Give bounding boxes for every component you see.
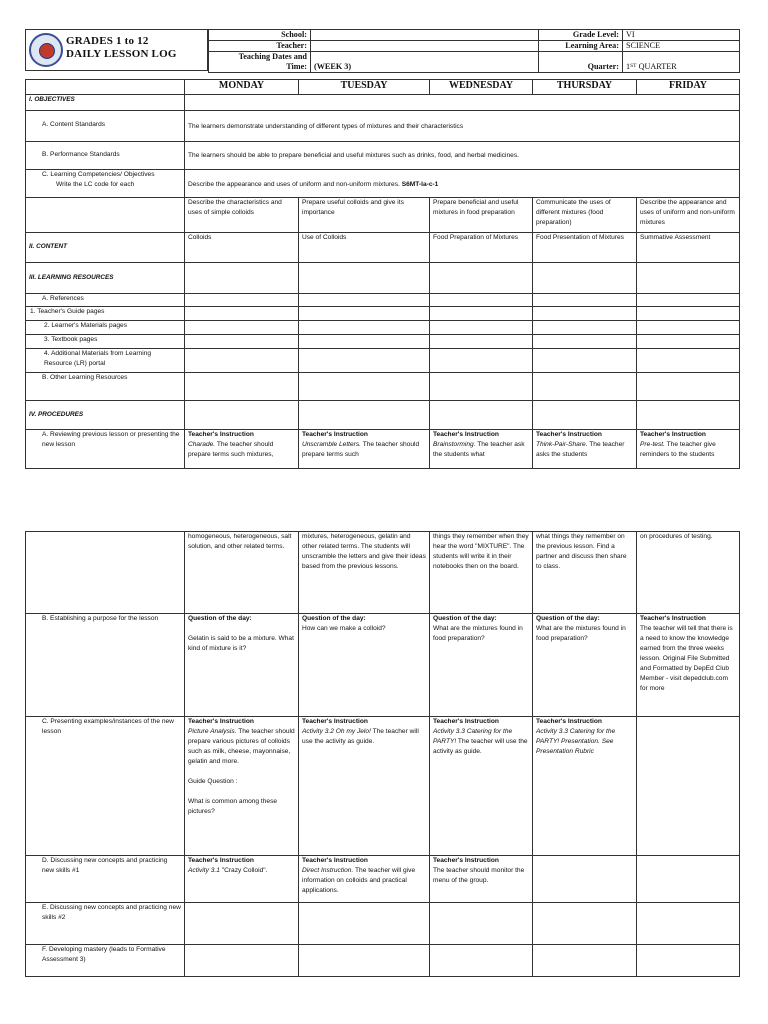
- title-grades: GRADES 1 to 12: [66, 35, 149, 47]
- objective-monday: Describe the characteristics and uses of simple colloids: [185, 198, 299, 233]
- presenting-wednesday: Teacher's Instruction Activity 3.3 Catering for the PARTY! The teacher will use the activity as guide.: [430, 717, 533, 856]
- reviewing-friday-cont: on procedures of testing.: [637, 532, 740, 614]
- performance-standards-text: The learners should be able to prepare beneficial and useful mixtures such as drinks, food, and herbal medicines.: [185, 142, 740, 170]
- discussing-1-label: D. Discussing new concepts and practicing new skills #1: [26, 856, 185, 903]
- corner-cell: [26, 80, 185, 95]
- purpose-wednesday: Question of the day: What are the mixtures found in food preparation?: [430, 614, 533, 717]
- reviewing-thursday-cont: what things they remember on the previous lesson. Find a partner and discuss then share to class.: [533, 532, 637, 614]
- objective-tuesday: Prepare useful colloids and give its importance: [299, 198, 430, 233]
- teaching-dates-label: Teaching Dates and Time:: [209, 52, 311, 73]
- deped-seal-icon: [29, 33, 63, 67]
- presenting-tuesday: Teacher's Instruction Activity 3.2 Oh my Jelo! The teacher will use the activity as guide.: [299, 717, 430, 856]
- reviewing-tuesday: Teacher's Instruction Unscramble Letters. The teacher should prepare terms such: [299, 430, 430, 469]
- teaching-dates-value: (WEEK 3): [311, 52, 539, 73]
- content-standards-label: A. Content Standards: [26, 111, 185, 142]
- content-wednesday: Food Preparation of Mixtures: [430, 233, 533, 263]
- references-label: A. References: [26, 294, 185, 307]
- content-thursday: Food Presentation of Mixtures: [533, 233, 637, 263]
- discussing-1-wednesday: Teacher's Instruction The teacher should monitor the menu of the group.: [430, 856, 533, 903]
- school-field[interactable]: [311, 30, 539, 41]
- objectives-heading: I. OBJECTIVES: [26, 95, 185, 111]
- discussing-1-tuesday: Teacher's Instruction Direct Instruction. The teacher will give information on colloids and practical applications.: [299, 856, 430, 903]
- grade-level-label: Grade Level:: [539, 30, 623, 41]
- learning-area-label: Learning Area:: [539, 41, 623, 52]
- reviewing-wednesday: Teacher's Instruction Brainstorming. The teacher ask the students what: [430, 430, 533, 469]
- lesson-log-table-page2: [25, 531, 740, 977]
- purpose-thursday: Question of the day: What are the mixtures found in food preparation?: [533, 614, 637, 717]
- presenting-monday: Teacher's Instruction Picture Analysis. The teacher should prepare various pictures of colloids such as milk, cheese, mayonnaise, gelatin and more. Guide Question : What is common among these pictures?: [185, 717, 299, 856]
- content-friday: Summative Assessment: [637, 233, 740, 263]
- reviewing-thursday: Teacher's Instruction Think-Pair-Share. The teacher asks the students: [533, 430, 637, 469]
- objectives-blank: [185, 95, 740, 111]
- school-label: School:: [209, 30, 311, 41]
- presenting-examples-label: C. Presenting examples/instances of the new lesson: [26, 717, 185, 856]
- learners-materials-label: 2. Learner's Materials pages: [26, 321, 185, 335]
- content-heading: II. CONTENT: [26, 233, 185, 263]
- learning-area-value: SCIENCE: [623, 41, 740, 52]
- day-header-friday: FRIDAY: [637, 80, 740, 95]
- header-info-table: [208, 29, 740, 73]
- content-monday: Colloids: [185, 233, 299, 263]
- additional-materials-label: 4. Additional Materials from Learning Resource (LR) portal: [26, 349, 185, 373]
- teacher-label: Teacher:: [209, 41, 311, 52]
- lesson-log-table-page1: [25, 79, 740, 469]
- objective-thursday: Communicate the uses of different mixtures (food preparation): [533, 198, 637, 233]
- lc-code: S6MT-Ia-c-1: [401, 181, 439, 188]
- day-header-monday: MONDAY: [185, 80, 299, 95]
- learning-competencies-text: Describe the appearance and uses of uniform and non-uniform mixtures. S6MT-Ia-c-1: [185, 170, 740, 198]
- textbook-pages-label: 3. Textbook pages: [26, 335, 185, 349]
- day-header-thursday: THURSDAY: [533, 80, 637, 95]
- quarter-value: 1ST QUARTER: [623, 52, 740, 73]
- discussing-1-monday: Teacher's Instruction Activity 3.1 "Crazy Colloid".: [185, 856, 299, 903]
- content-tuesday: Use of Colloids: [299, 233, 430, 263]
- objective-wednesday: Prepare beneficial and useful mixtures in food preparation: [430, 198, 533, 233]
- reviewing-monday-cont: homogeneous, heterogeneous, salt solution, and other related terms.: [185, 532, 299, 614]
- title-daily-lesson-log: DAILY LESSON LOG: [66, 48, 177, 60]
- procedures-heading: IV. PROCEDURES: [26, 401, 185, 430]
- performance-standards-label: B. Performance Standards: [26, 142, 185, 170]
- presenting-friday: [637, 717, 740, 856]
- objective-friday: Describe the appearance and uses of uniform and non-uniform mixtures: [637, 198, 740, 233]
- learning-competencies-label: C. Learning Competencies/ Objectives Write the LC code for each: [26, 170, 185, 198]
- discussing-2-label: E. Discussing new concepts and practicing new skills #2: [26, 903, 185, 945]
- developing-mastery-label: F. Developing mastery (leads to Formative Assessment 3): [26, 945, 185, 977]
- reviewing-friday: Teacher's Instruction Pre-test. The teacher give reminders to the students: [637, 430, 740, 469]
- other-resources-label: B. Other Learning Resources: [26, 373, 185, 401]
- daily-objective-label: [26, 198, 185, 233]
- presenting-thursday: Teacher's Instruction Activity 3.3 Catering for the PARTY! Presentation. See Presentation Rubric: [533, 717, 637, 856]
- reviewing-label: A. Reviewing previous lesson or presenting the new lesson: [26, 430, 185, 469]
- purpose-monday: Question of the day: Gelatin is said to be a mixture. What kind of mixture is it?: [185, 614, 299, 717]
- quarter-label: Quarter:: [539, 52, 623, 73]
- day-header-tuesday: TUESDAY: [299, 80, 430, 95]
- reviewing-continued-label: [26, 532, 185, 614]
- day-header-wednesday: WEDNESDAY: [430, 80, 533, 95]
- reviewing-monday: Teacher's Instruction Charade. The teacher should prepare terms such mixtures,: [185, 430, 299, 469]
- purpose-tuesday: Question of the day: How can we make a colloid?: [299, 614, 430, 717]
- teacher-field[interactable]: [311, 41, 539, 52]
- content-standards-text: The learners demonstrate understanding of different types of mixtures and their characteristics: [185, 111, 740, 142]
- header-title-box: [25, 29, 208, 71]
- discussing-1-friday: [637, 856, 740, 903]
- purpose-friday: Teacher's Instruction The teacher will tell that there is a need to know the knowledge earned from the three weeks lesson. Original File Submitted and Formatted by DepEd Club Member - visit depedclub.com for more: [637, 614, 740, 717]
- learning-resources-heading: III. LEARNING RESOURCES: [26, 263, 185, 294]
- teachers-guide-label: 1. Teacher's Guide pages: [26, 307, 185, 321]
- grade-level-value: VI: [623, 30, 740, 41]
- reviewing-wednesday-cont: things they remember when they hear the word "MIXTURE". The students will write it in their notebooks then on the board.: [430, 532, 533, 614]
- discussing-1-thursday: [533, 856, 637, 903]
- purpose-label: B. Establishing a purpose for the lesson: [26, 614, 185, 717]
- reviewing-tuesday-cont: mixtures, heterogeneous, gelatin and other related terms. The students will unscramble the letters and give their ideas based from the previous lessons.: [299, 532, 430, 614]
